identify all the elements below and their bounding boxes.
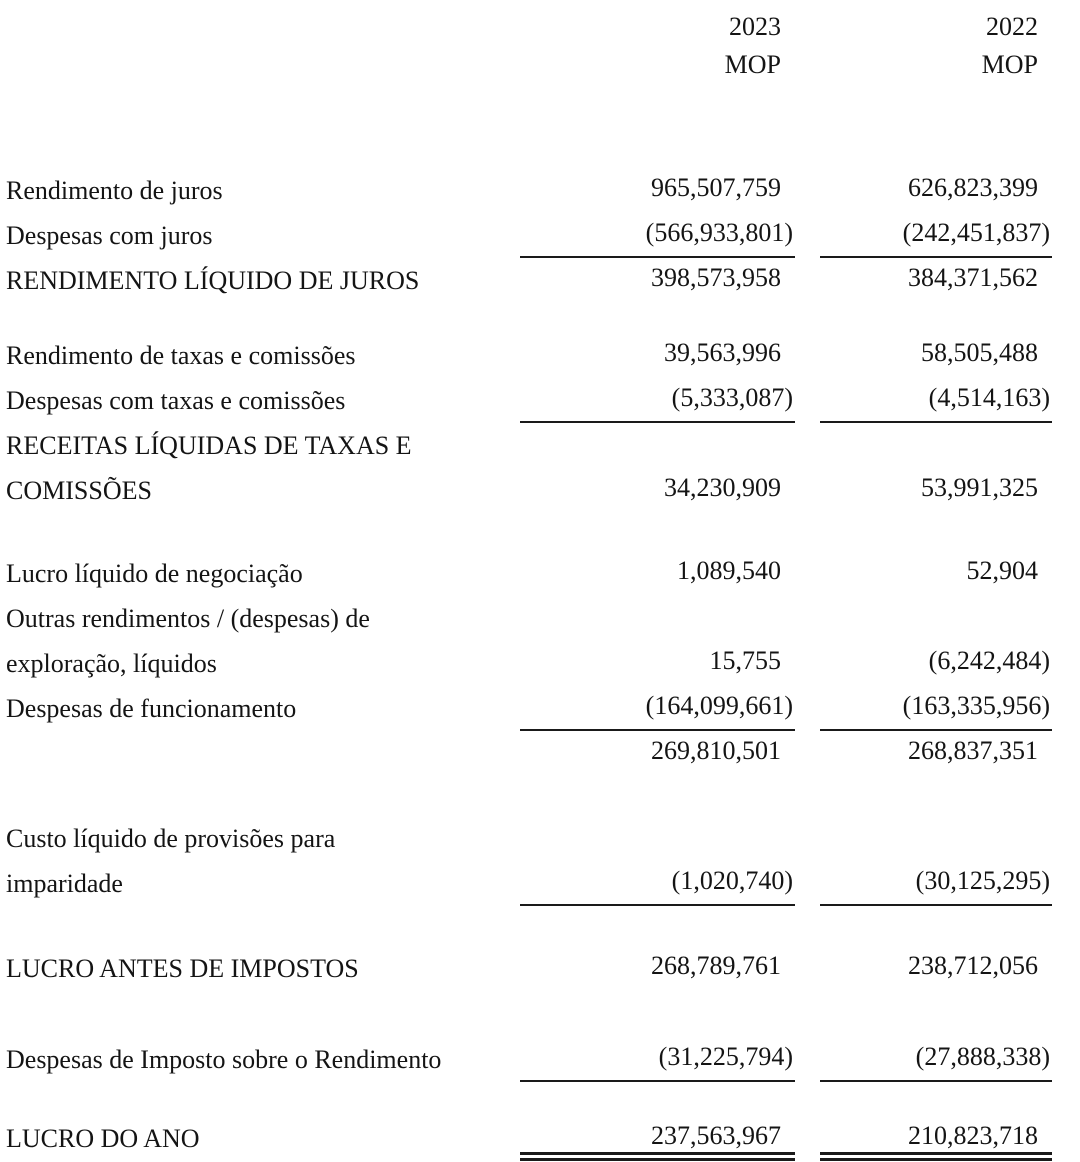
section-gap (0, 906, 1080, 946)
row-label (0, 1037, 520, 1082)
row-label (0, 816, 520, 906)
value-2022: (242,451,837) (820, 213, 1052, 258)
statement-body (0, 168, 1080, 1161)
value-2023: (31,225,794) (520, 1037, 795, 1082)
section-gap (0, 513, 1080, 551)
value-2022: (6,242,484) (928, 646, 1050, 675)
row-label-line: Despesas de funcionamento (6, 694, 297, 723)
row-label-line: Rendimento de taxas e comissões (6, 341, 356, 370)
row-label-line: RECEITAS LÍQUIDAS DE TAXAS E (6, 431, 412, 460)
value-2023: (1,020,740) (520, 861, 795, 906)
row-label-line: imparidade (6, 869, 123, 898)
header-body-gap (0, 84, 1080, 168)
table-row (0, 258, 1080, 303)
section-gap (0, 1082, 1080, 1116)
value-2022: 58,505,488 (921, 338, 1038, 367)
table-row (0, 1116, 1080, 1161)
table-row (0, 596, 1080, 686)
row-label-line: Custo líquido de provisões para (6, 824, 336, 853)
row-label (0, 333, 520, 378)
row-label-line: LUCRO ANTES DE IMPOSTOS (6, 954, 359, 983)
row-label-line: exploração, líquidos (6, 649, 217, 678)
value-2022: 238,712,056 (908, 951, 1038, 980)
table-row (0, 333, 1080, 378)
row-label-line: RENDIMENTO LÍQUIDO DE JUROS (6, 266, 420, 295)
row-label (0, 1116, 520, 1161)
value-2022: (163,335,956) (820, 686, 1052, 731)
row-label (0, 378, 520, 423)
row-label-line: COMISSÕES (6, 476, 152, 505)
currency-2023-header: MOP (724, 50, 781, 79)
table-row (0, 731, 1080, 776)
currency-header-row (0, 46, 1080, 84)
year-2023-header: 2023 (729, 12, 781, 41)
value-2023: (566,933,801) (520, 213, 795, 258)
row-label (0, 596, 520, 686)
year-2022-header: 2022 (986, 12, 1038, 41)
value-2022: 52,904 (966, 556, 1038, 585)
value-2022: 210,823,718 (820, 1116, 1052, 1161)
table-row (0, 168, 1080, 213)
value-2023: 34,230,909 (664, 473, 781, 502)
row-label-line: Lucro líquido de negociação (6, 559, 303, 588)
table-row (0, 1037, 1080, 1082)
value-2023: 1,089,540 (677, 556, 781, 585)
table-row (0, 816, 1080, 906)
table-row (0, 378, 1080, 423)
year-header-row (0, 8, 1080, 46)
section-gap (0, 303, 1080, 333)
value-2023: 269,810,501 (651, 736, 781, 765)
row-label (0, 168, 520, 213)
table-row (0, 213, 1080, 258)
value-2023: 268,789,761 (651, 951, 781, 980)
section-gap (0, 991, 1080, 1037)
value-2022: 626,823,399 (908, 173, 1038, 202)
table-row (0, 946, 1080, 991)
row-label (0, 731, 520, 776)
row-label-line: Outras rendimentos / (despesas) de (6, 604, 370, 633)
row-label-line (6, 731, 520, 776)
value-2023: 237,563,967 (520, 1116, 795, 1161)
row-label (0, 423, 520, 513)
row-label-line: Despesas com taxas e comissões (6, 386, 346, 415)
value-2022: (4,514,163) (820, 378, 1052, 423)
row-label-line: Despesas de Imposto sobre o Rendimento (6, 1045, 442, 1074)
row-label (0, 258, 520, 303)
value-2023: 398,573,958 (651, 263, 781, 292)
value-2022: 268,837,351 (908, 736, 1038, 765)
value-2022: 53,991,325 (921, 473, 1038, 502)
row-label-line: Despesas com juros (6, 221, 213, 250)
row-label-line: Rendimento de juros (6, 176, 223, 205)
table-row (0, 423, 1080, 513)
value-2023: 965,507,759 (651, 173, 781, 202)
value-2023: 39,563,996 (664, 338, 781, 367)
value-2023: (164,099,661) (520, 686, 795, 731)
value-2023: 15,755 (709, 646, 781, 675)
value-2022: (30,125,295) (820, 861, 1052, 906)
value-2022: (27,888,338) (820, 1037, 1052, 1082)
row-label (0, 686, 520, 731)
table-row (0, 686, 1080, 731)
row-label-line: LUCRO DO ANO (6, 1124, 200, 1153)
value-2023: (5,333,087) (520, 378, 795, 423)
row-label (0, 551, 520, 596)
row-label (0, 946, 520, 991)
currency-2022-header: MOP (981, 50, 1038, 79)
value-2022: 384,371,562 (908, 263, 1038, 292)
row-label (0, 213, 520, 258)
table-row (0, 551, 1080, 596)
section-gap (0, 776, 1080, 816)
